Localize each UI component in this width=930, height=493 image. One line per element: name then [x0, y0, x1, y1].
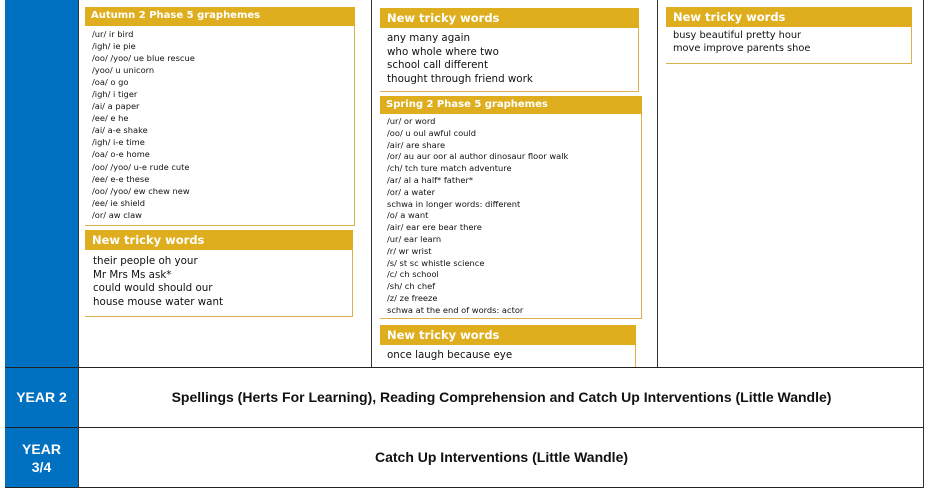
- list-item: move improve parents shoe: [673, 42, 811, 54]
- list-item: /o/ a want: [387, 210, 429, 221]
- year-3-4-label: [5, 440, 78, 476]
- list-item: /ai/ a paper: [92, 101, 140, 112]
- list-item: /ee/ e-e these: [92, 173, 150, 184]
- list-item: /c/ ch school: [387, 269, 439, 280]
- box-header: New tricky words: [666, 7, 912, 27]
- grapheme-list: [92, 28, 195, 221]
- year-2-label: YEAR 2: [16, 389, 67, 405]
- list-item: /igh/ ie pie: [92, 41, 136, 52]
- list-item: /z/ ze freeze: [387, 292, 438, 303]
- list-item: schwa at the end of words: actor: [387, 304, 524, 315]
- tricky-words-list: [387, 349, 512, 363]
- list-item: could would should our: [93, 282, 213, 295]
- list-item: house mouse water want: [93, 296, 224, 309]
- list-item: /r/ wr wrist: [387, 245, 432, 256]
- list-item: /oa/ o-e home: [92, 149, 150, 160]
- divider: [923, 367, 924, 488]
- list-item: /ur/ ear learn: [387, 233, 442, 244]
- list-item: /oa/ o go: [92, 77, 129, 88]
- divider: [371, 0, 372, 367]
- tricky-words-box: [380, 325, 636, 367]
- year-column-top: [5, 0, 78, 367]
- list-item: /air/ are share: [387, 139, 446, 150]
- list-item: /or/ au aur oor al author dinosaur floor walk: [387, 151, 569, 162]
- list-item: /igh/ i-e time: [92, 137, 145, 148]
- list-item: /ai/ a-e shake: [92, 125, 148, 136]
- tricky-words-box: [380, 8, 639, 92]
- list-item: who whole where two: [387, 45, 499, 58]
- tricky-words-list: [387, 32, 533, 87]
- list-item: /oo/ u oul awful could: [387, 127, 477, 138]
- list-item: thought through friend work: [387, 73, 533, 86]
- box-header: Autumn 2 Phase 5 graphemes: [85, 7, 355, 26]
- list-item: /ur/ or word: [387, 116, 436, 126]
- divider: [78, 367, 79, 488]
- tricky-words-box: [85, 230, 353, 317]
- year-label-line: 3/4: [31, 459, 52, 475]
- divider: [923, 0, 924, 367]
- divider: [657, 0, 658, 367]
- year-label-line: YEAR: [22, 441, 61, 457]
- box-header: Spring 2 Phase 5 graphemes: [380, 96, 642, 114]
- year-2-description: Spellings (Herts For Learning), Reading Comprehension and Catch Up Interventions (Little Wandle): [171, 389, 832, 405]
- year-3-4-description: Catch Up Interventions (Little Wandle): [374, 449, 629, 465]
- divider: [78, 0, 79, 367]
- list-item: any many again: [387, 32, 470, 44]
- list-item: /ar/ al a half* father*: [387, 174, 474, 185]
- list-item: school call different: [387, 59, 488, 72]
- tricky-words-list: [93, 255, 223, 310]
- divider: [5, 367, 924, 368]
- tricky-words-box: [666, 7, 912, 64]
- box-header: New tricky words: [380, 8, 639, 28]
- box-header: New tricky words: [85, 230, 353, 250]
- list-item: /or/ a water: [387, 186, 436, 197]
- tricky-words-list: [673, 30, 810, 56]
- divider: [5, 427, 924, 428]
- list-item: /yoo/ u unicorn: [92, 65, 155, 76]
- list-item: /oo/ /yoo/ u-e rude cute: [92, 161, 190, 172]
- divider: [5, 487, 924, 488]
- list-item: /ee/ e he: [92, 113, 129, 124]
- list-item: /or/ aw claw: [92, 209, 142, 220]
- list-item: /s/ st sc whistle science: [387, 257, 485, 268]
- list-item: /oo/ /yoo/ ue blue rescue: [92, 53, 195, 64]
- list-item: schwa in longer words: different: [387, 198, 521, 209]
- graphemes-box: [380, 96, 642, 319]
- list-item: their people oh your: [93, 255, 198, 267]
- list-item: Mr Mrs Ms ask*: [93, 268, 172, 281]
- box-header: New tricky words: [380, 325, 636, 345]
- list-item: /ch/ tch ture match adventure: [387, 163, 512, 174]
- list-item: /igh/ i tiger: [92, 89, 138, 100]
- grapheme-list: [387, 116, 568, 317]
- list-item: busy beautiful pretty hour: [673, 30, 802, 41]
- list-item: /sh/ ch chef: [387, 281, 436, 292]
- list-item: /air/ ear ere bear there: [387, 222, 482, 233]
- list-item: /oo/ /yoo/ ew chew new: [92, 185, 190, 196]
- list-item: once laugh because eye: [387, 349, 513, 361]
- list-item: /ur/ ir bird: [92, 29, 134, 39]
- graphemes-box: [85, 7, 355, 226]
- list-item: /ee/ ie shield: [92, 197, 146, 208]
